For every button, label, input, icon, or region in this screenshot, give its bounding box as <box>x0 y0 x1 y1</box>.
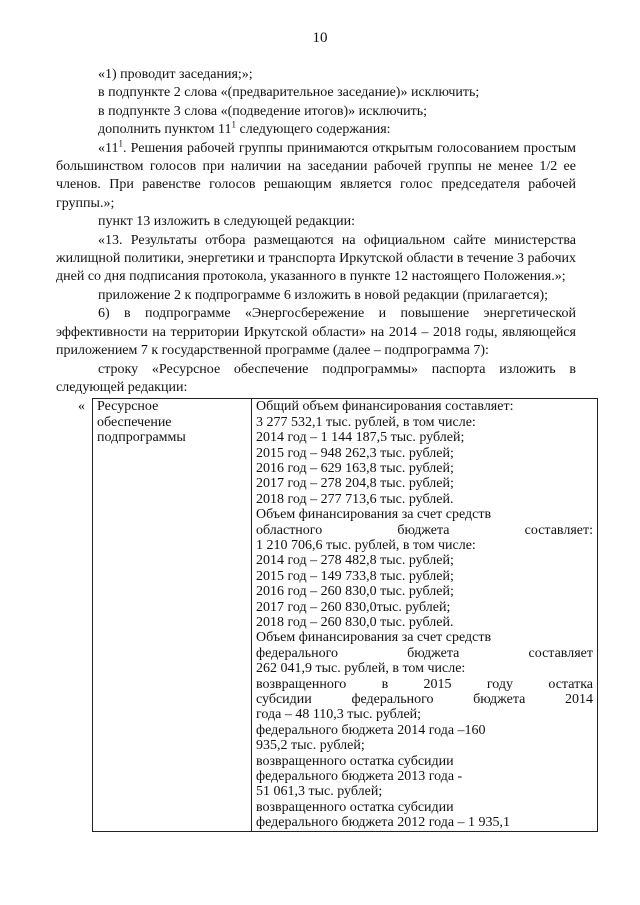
value-line: федерального бюджета 2012 года – 1 935,1 <box>256 815 511 831</box>
paragraph-5-text-end: . Решения рабочей группы принимаются открытым голосованием простым большинством голосов при наличии на заседании рабочей группы не менее 1/2 ее членов. При равенстве голосов решающим является голос председателя рабочей группы.»; <box>56 140 576 211</box>
value-line: 2017 год – 278 204,8 тыс. рублей; <box>256 476 454 492</box>
paragraph-4-text: дополнить пунктом 11 <box>98 122 232 138</box>
value-line: 2014 год – 1 144 187,5 тыс. рублей; <box>256 430 465 446</box>
value-line: 2015 год – 948 262,3 тыс. рублей; <box>256 445 454 461</box>
value-line: 935,2 тыс. рублей; <box>256 738 365 754</box>
value-line: 2017 год – 260 830,0тыс. рублей; <box>256 599 451 615</box>
value-line: федерального бюджета 2014 года –160 <box>256 722 486 738</box>
passport-table <box>92 398 598 831</box>
value-line: 2015 год – 149 733,8 тыс. рублей; <box>256 568 454 584</box>
paragraph-7: «13. Результаты отбора размещаются на официальном сайте министерства жилищной политики, энергетики и транспорта Иркутской области в течение 3 рабочих дней со дня подписания протокола, указанного в пункте 12 настоящего Положения.»; <box>56 232 576 285</box>
paragraph-4-text-end: следующего содержания: <box>236 122 391 138</box>
value-line: субсидии федерального бюджета 2014 <box>256 692 593 708</box>
label-line: Ресурсное <box>97 399 159 415</box>
value-line: 2016 год – 629 163,8 тыс. рублей; <box>256 460 454 476</box>
paragraph-9: 6) в подпрограмме «Энергосбережение и повышение энергетической эффективности на территории Иркутской области» на 2014 – 2018 годы, являющейся приложением 7 к государственной программе (далее – подпрограмма 7): <box>56 306 576 359</box>
value-line: 2018 год – 260 830,0 тыс. рублей. <box>256 615 454 630</box>
superscript: 1 <box>231 119 237 130</box>
paragraph-3: в подпункте 3 слова «(подведение итогов)» исключить; <box>98 103 427 119</box>
row-value-cell <box>252 399 598 831</box>
value-line: 2014 год – 278 482,8 тыс. рублей; <box>256 553 454 569</box>
paragraph-8: приложение 2 к подпрограмме 6 изложить в новой редакции (прилагается); <box>98 287 549 303</box>
value-line: возвращенного остатка субсидии <box>256 799 454 815</box>
value-line: Общий объем финансирования составляет: <box>256 399 514 415</box>
superscript: 1 <box>118 137 123 148</box>
value-line: 3 277 532,1 тыс. рублей, в том числе: <box>256 414 476 430</box>
value-line: Объем финансирования за счет средств <box>256 507 492 523</box>
value-line: Объем финансирования за счет средств <box>256 630 492 646</box>
document-body <box>56 66 593 832</box>
value-line: 2018 год – 277 713,6 тыс. рублей. <box>256 491 454 507</box>
paragraph-4 <box>56 121 576 139</box>
row-label-cell <box>93 399 252 831</box>
value-line: федерального бюджета 2013 года - <box>256 769 463 785</box>
value-line: федерального бюджета составляет <box>256 645 593 661</box>
page-number: 10 <box>312 30 328 46</box>
paragraph-5-text: «11 <box>98 140 119 156</box>
passport-table-wrapper <box>56 398 593 831</box>
table-row <box>93 399 598 831</box>
label-line: подпрограммы <box>97 430 186 446</box>
opening-quote: « <box>78 399 85 415</box>
value-line: 51 061,3 тыс. рублей; <box>256 784 383 800</box>
value-line: возвращенного в 2015 году остатка <box>256 676 593 692</box>
value-line: областного бюджета составляет: <box>256 522 593 538</box>
value-line: 2016 год – 260 830,0 тыс. рублей; <box>256 584 454 600</box>
paragraph-1: «1) проводит заседания;»; <box>98 67 253 82</box>
paragraph-2: в подпункте 2 слова «(предварительное заседание)» исключить; <box>98 85 480 101</box>
paragraph-6: пункт 13 изложить в следующей редакции: <box>98 214 355 230</box>
value-line: года – 48 110,3 тыс. рублей; <box>256 707 422 723</box>
value-line: 1 210 706,6 тыс. рублей, в том числе: <box>256 537 476 553</box>
paragraph-5 <box>56 137 576 214</box>
label-line: обеспечение <box>97 414 172 430</box>
value-line: 262 041,9 тыс. рублей, в том числе: <box>256 661 466 677</box>
value-line: возвращенного остатка субсидии <box>256 753 454 769</box>
paragraph-10: строку «Ресурсное обеспечение подпрограммы» паспорта изложить в следующей редакции: <box>56 361 576 395</box>
